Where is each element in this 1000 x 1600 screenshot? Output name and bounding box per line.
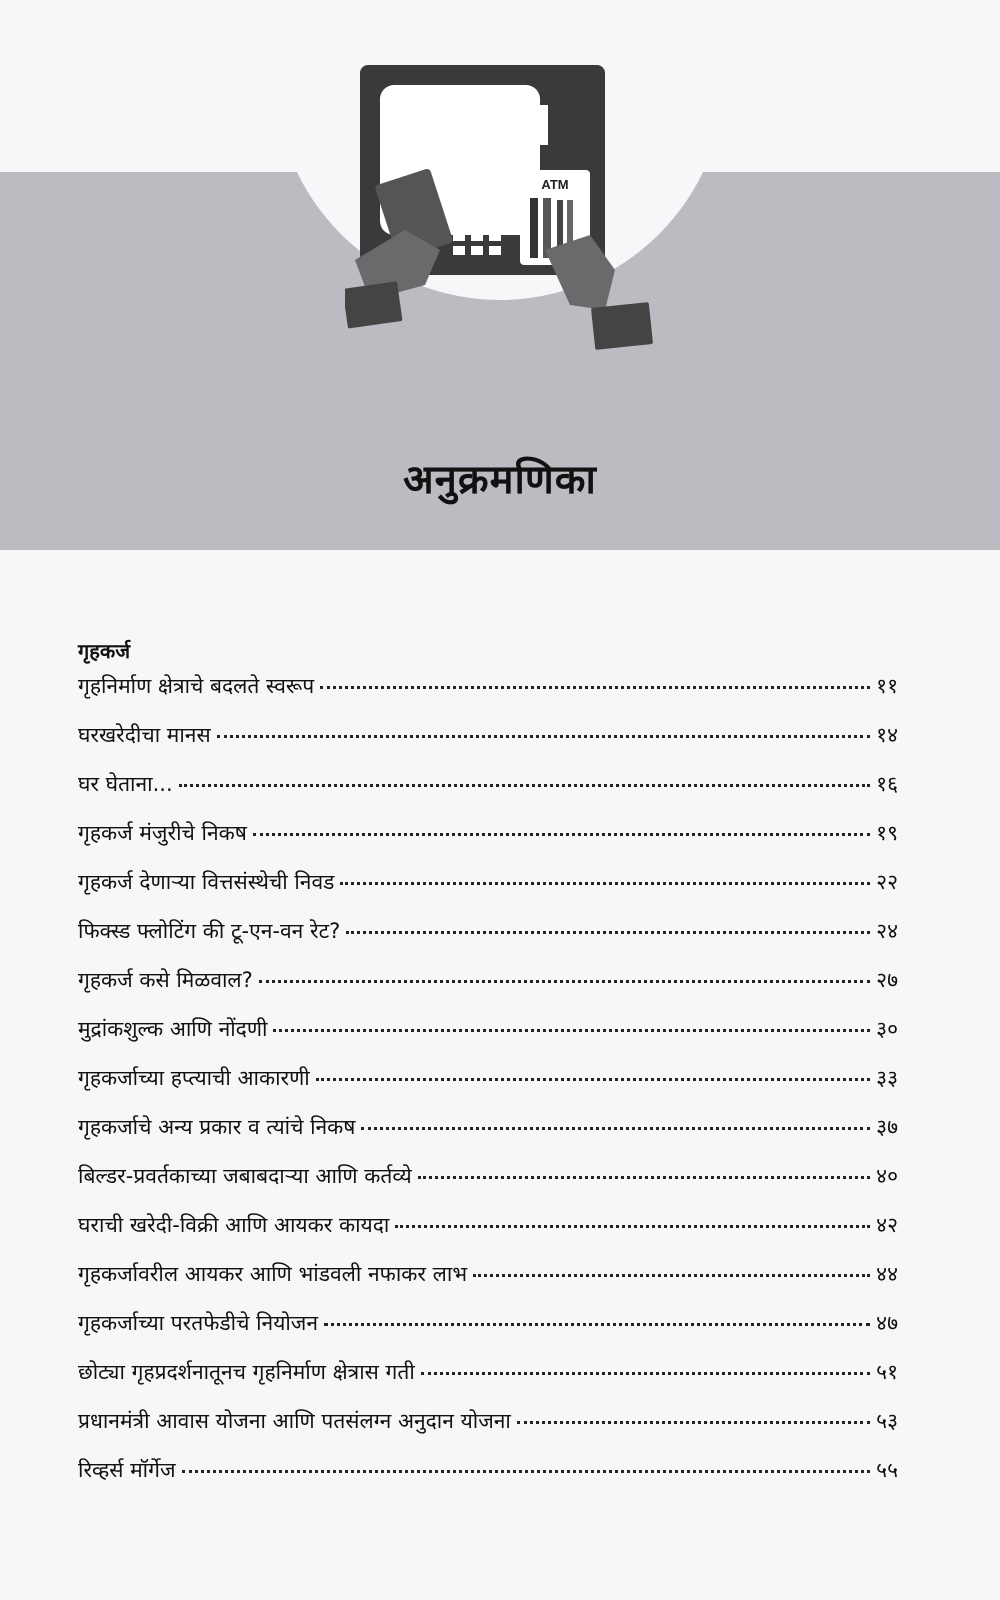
- toc-entry: [78, 1260, 898, 1309]
- table-of-contents: [78, 672, 898, 1505]
- leader-dots: [421, 1372, 870, 1375]
- entry-page: २४: [876, 919, 898, 943]
- entry-title: गृहकर्जाचे अन्य प्रकार व त्यांचे निकष: [78, 1115, 356, 1139]
- atm-label: ATM: [541, 177, 569, 192]
- entry-page: ३३: [876, 1066, 898, 1090]
- entry-title: छोट्या गृहप्रदर्शनातूनच गृहनिर्माण क्षेत्रास गती: [78, 1360, 415, 1384]
- entry-page: ४२: [876, 1213, 898, 1237]
- leader-dots: [320, 686, 870, 689]
- entry-page: ५५: [876, 1458, 898, 1482]
- entry-title: घर घेताना...: [78, 772, 173, 796]
- entry-title: गृहकर्जाच्या हप्त्याची आकारणी: [78, 1066, 310, 1090]
- toc-entry: [78, 721, 898, 770]
- entry-page: २२: [876, 870, 898, 894]
- toc-entry: [78, 1309, 898, 1358]
- entry-title: फिक्स्ड फ्लोटिंग की टू-एन-वन रेट?: [78, 919, 341, 943]
- leader-dots: [340, 882, 870, 885]
- toc-entry: [78, 770, 898, 819]
- page-title: अनुक्रमणिका: [403, 457, 597, 503]
- toc-entry: [78, 1456, 898, 1505]
- toc-entry: [78, 917, 898, 966]
- leader-dots: [217, 735, 871, 738]
- entry-title: गृहकर्ज मंजुरीचे निकष: [78, 821, 247, 845]
- entry-page: १६: [876, 772, 898, 796]
- toc-entry: [78, 1211, 898, 1260]
- entry-title: रिव्हर्स मॉर्गेज: [78, 1458, 176, 1482]
- leader-dots: [361, 1127, 870, 1130]
- toc-entry: [78, 1162, 898, 1211]
- entry-page: ४०: [876, 1164, 898, 1188]
- toc-entry: [78, 672, 898, 721]
- leader-dots: [179, 784, 871, 787]
- leader-dots: [473, 1274, 870, 1277]
- entry-title: घरखरेदीचा मानस: [78, 723, 211, 747]
- leader-dots: [324, 1323, 870, 1326]
- toc-entry: [78, 1015, 898, 1064]
- entry-page: १४: [876, 723, 898, 747]
- leader-dots: [253, 833, 870, 836]
- leader-dots: [517, 1421, 870, 1424]
- toc-entry: [78, 966, 898, 1015]
- section-heading: गृहकर्ज: [78, 639, 131, 663]
- entry-title: प्रधानमंत्री आवास योजना आणि पतसंलग्न अनुदान योजना: [78, 1409, 511, 1433]
- leader-dots: [346, 931, 870, 934]
- toc-entry: [78, 1358, 898, 1407]
- entry-title: मुद्रांकशुल्क आणि नोंदणी: [78, 1017, 268, 1041]
- entry-page: २७: [876, 968, 898, 992]
- entry-page: ४७: [876, 1311, 898, 1335]
- entry-page: १९: [876, 821, 898, 845]
- toc-entry: [78, 819, 898, 868]
- entry-page: ११: [876, 674, 898, 698]
- leader-dots: [316, 1078, 870, 1081]
- toc-entry: [78, 1113, 898, 1162]
- leader-dots: [418, 1176, 870, 1179]
- toc-entry: [78, 1407, 898, 1456]
- entry-page: ५३: [876, 1409, 898, 1433]
- entry-title: गृहकर्ज कसे मिळवाल?: [78, 968, 253, 992]
- entry-title: गृहकर्जावरील आयकर आणि भांडवली नफाकर लाभ: [78, 1262, 468, 1286]
- entry-title: गृहकर्जाच्या परतफेडीचे नियोजन: [78, 1311, 319, 1335]
- entry-page: ४४: [876, 1262, 898, 1286]
- leader-dots: [273, 1029, 870, 1032]
- entry-page: ३०: [876, 1017, 898, 1041]
- toc-entry: [78, 1064, 898, 1113]
- leader-dots: [259, 980, 870, 983]
- entry-title: बिल्डर-प्रवर्तकाच्या जबाबदाऱ्या आणि कर्तव्ये: [78, 1164, 412, 1188]
- atm-illustration: [345, 60, 655, 390]
- leader-dots: [182, 1470, 871, 1473]
- entry-page: ३७: [876, 1115, 898, 1139]
- entry-title: घराची खरेदी-विक्री आणि आयकर कायदा: [78, 1213, 390, 1237]
- toc-entry: [78, 868, 898, 917]
- entry-page: ५१: [876, 1360, 898, 1384]
- entry-title: गृहकर्ज देणाऱ्या वित्तसंस्थेची निवड: [78, 870, 335, 894]
- leader-dots: [395, 1225, 870, 1228]
- entry-title: गृहनिर्माण क्षेत्राचे बदलते स्वरूप: [78, 674, 315, 698]
